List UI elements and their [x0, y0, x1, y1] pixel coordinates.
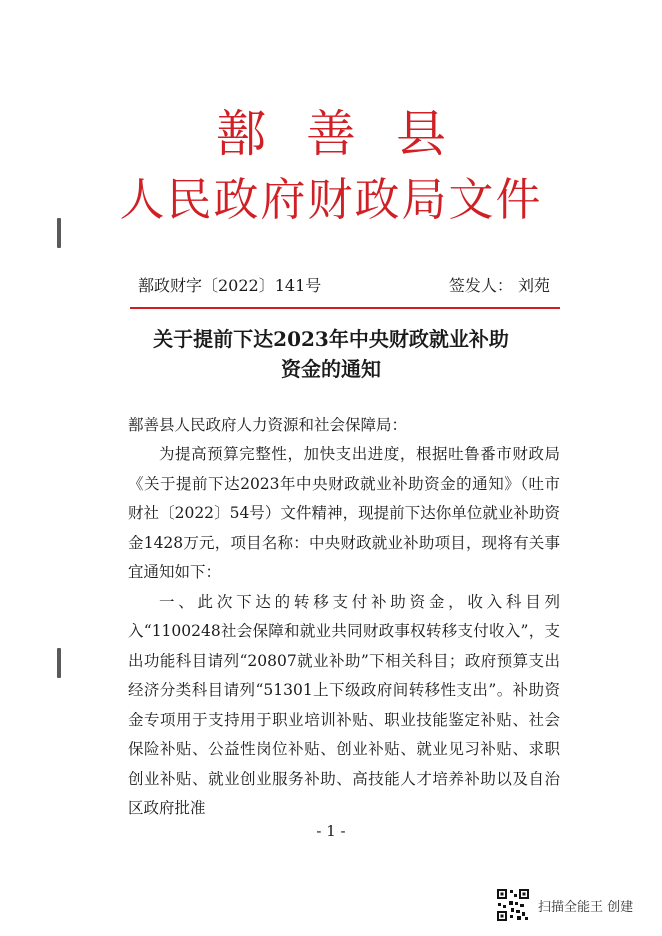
issuer-name: 刘苑: [517, 276, 550, 295]
red-divider-line: [130, 307, 560, 309]
body-paragraph-1: 为提高预算完整性，加快支出进度，根据吐鲁番市财政局《关于提前下达2023年中央财政就业补助资金的通知》（吐市财社〔2022〕54号）文件精神，现提前下达你单位就业补助资金1428万元，项目名称：中央财政就业补助项目，现将有关事宜通知如下：: [128, 445, 560, 581]
issuer-label: 签发人：: [448, 276, 513, 295]
agency-name-line2: 人民政府财政局文件: [119, 173, 543, 226]
notice-title-line2: 资金的通知: [281, 357, 381, 381]
addressee: [128, 411, 560, 441]
qr-code-icon: [496, 888, 530, 922]
body-paragraph-2: 一、此次下达的转移支付补助资金，收入科目列入“1100248社会保障和就业共同财政事权转移支付收入”，支出功能科目请列“20807就业补助”下相关科目；政府预算支出经济分类科目请列“51301上下级政府间转移性支出”。补助资金专项用于支持用于职业培训补贴、职业技能鉴定补贴、社会保险补贴、公益性岗位补贴、创业补贴、就业见习补贴、求职创业补贴、就业创业服务补助、高技能人才培养补助以及自治区政府批准: [128, 592, 560, 817]
addressee-text: 鄯善县人民政府人力资源和社会保障局：: [128, 416, 408, 434]
watermark-text: 扫描全能王 创建: [538, 899, 634, 915]
scan-edge-mark: [57, 648, 61, 678]
agency-name-line1: 鄯善县: [216, 105, 486, 163]
notice-title-line1: 关于提前下达2023年中央财政就业补助: [153, 327, 509, 351]
issuer: [449, 276, 550, 296]
scanner-watermark: [496, 887, 633, 923]
body-text: [128, 440, 560, 824]
document-number: 鄯政财字〔2022〕141号: [138, 276, 322, 295]
page-number: - 1 -: [316, 822, 346, 840]
